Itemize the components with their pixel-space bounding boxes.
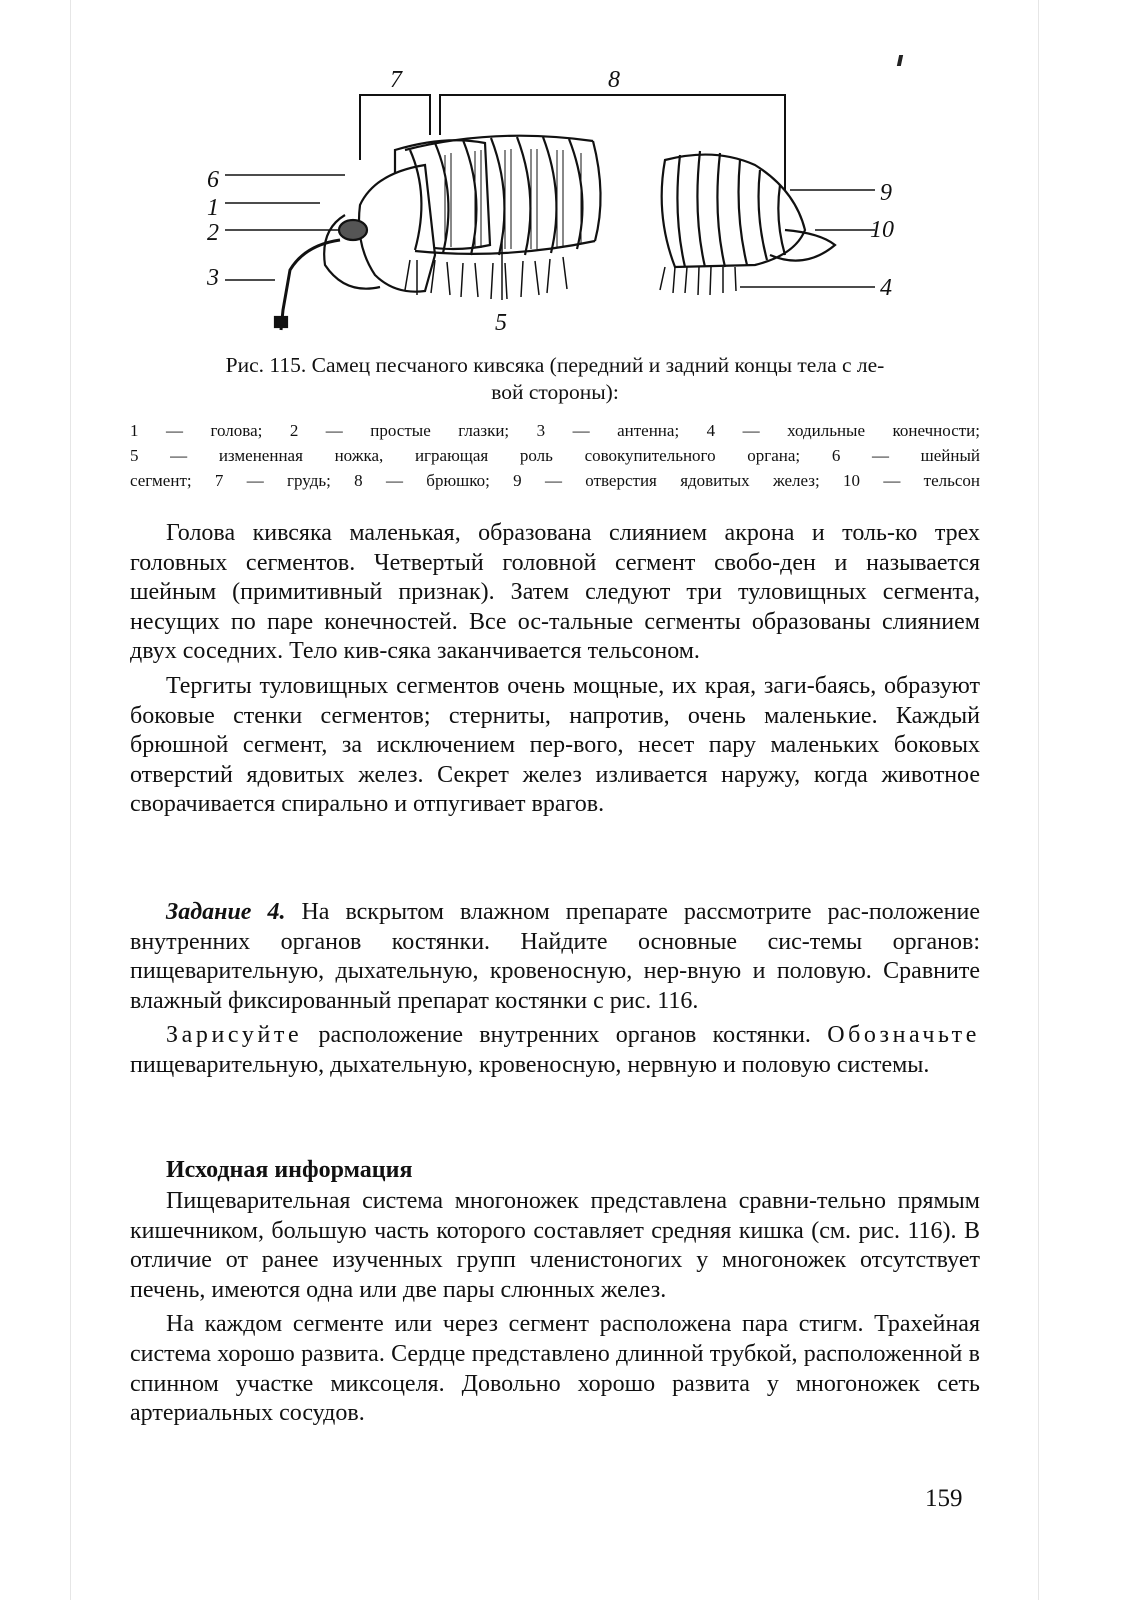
paragraph-draw-instruction [130,1021,980,1080]
caption-line: Рис. 115. Самец песчаного кивсяка (передний и задний концы тела с ле- [225,353,885,377]
label-8: 8 [608,67,620,93]
section-heading: Исходная информация [166,1157,413,1183]
body-block-2 [130,898,980,1081]
label-4: 4 [880,275,892,301]
mark-text: пищеварительную, дыхательную, кровеносную, нервную и половую системы. [130,1051,930,1078]
body-block-1 [130,519,980,820]
body-block-3 [130,1187,980,1429]
front-body [275,136,601,330]
figure-legend [130,418,980,493]
label-2: 2 [207,220,219,246]
label-10: 10 [870,217,894,243]
legend-line: 5 — измененная ножка, играющая роль совокупительного органа; 6 — шейный [130,446,980,465]
mark-word: Обозначьте [827,1022,980,1049]
rear-body [660,151,875,295]
paragraph-tracheal-system: На каждом сегменте или через сегмент расположена пара стигм. Трахейная система хорошо развита. Сердце представлено длинной трубкой, расположенной в спинном участке миксоцеля. Довольно хорошо развита у многоножек сеть артериальных сосудов. [130,1311,980,1427]
figure-115-illustration [195,55,915,355]
legend-line: 1 — голова; 2 — простые глазки; 3 — антенна; 4 — ходильные конечности; [130,421,980,440]
task-text: На вскрытом влажном препарате рассмотрите рас-положение внутренних органов костянки. Найдите основные сис-темы органов: пищеварительную, дыхательную, кровеносную, нер-вную и половую. Сравните влажный фиксированный препарат костянки с рис. 116. [130,899,980,1014]
millipede-drawing [195,55,915,355]
label-5: 5 [495,310,507,336]
figure-caption [130,352,980,406]
draw-word: Зарисуйте [166,1022,303,1049]
page-number: 159 [925,1485,963,1512]
caption-line: вой стороны): [491,380,619,404]
paragraph-digestive-system: Пищеварительная система многоножек представлена сравни-тельно прямым кишечником, большую часть которого составляет средняя кишка (см. рис. 116). В отличие от ранее изученных групп членистоногих у многоножек отсутствует печень, имеются одна или две пары слюнных желез. [130,1188,980,1303]
paragraph-task-4 [130,898,980,1016]
label-6: 6 [207,167,219,193]
paragraph-tergites: Тергиты туловищных сегментов очень мощные, их края, заги-баясь, образуют боковые стенки сегментов; стерниты, напротив, очень маленькие. Каждый брюшной сегмент, за исключением пер-вого, несет пару маленьких боковых отверстий ядовитых желез. Секрет желез изливается наружу, когда животное сворачивается спирально и отпугивает врагов. [130,672,980,818]
legend-line: сегмент; 7 — грудь; 8 — брюшко; 9 — отверстия ядовитых желез; 10 — тельсон [130,471,980,490]
paragraph-head-description: Голова кивсяка маленькая, образована слиянием акрона и толь-ко трех головных сегментов. Четвертый головной сегмент свобо-ден и называется шейным (примитивный признак). Затем следуют три туловищных сегмента, несущих по паре конечностей. Все ос-тальные сегменты образованы слиянием двух соседних. Тело кив-сяка заканчивается тельсоном. [130,520,980,665]
label-3: 3 [207,265,219,291]
label-9: 9 [880,180,892,206]
label-7: 7 [390,67,402,93]
draw-text: расположение внутренних органов костянки. [302,1022,828,1049]
task-label: Задание 4. [166,899,286,925]
label-1: 1 [207,195,219,221]
